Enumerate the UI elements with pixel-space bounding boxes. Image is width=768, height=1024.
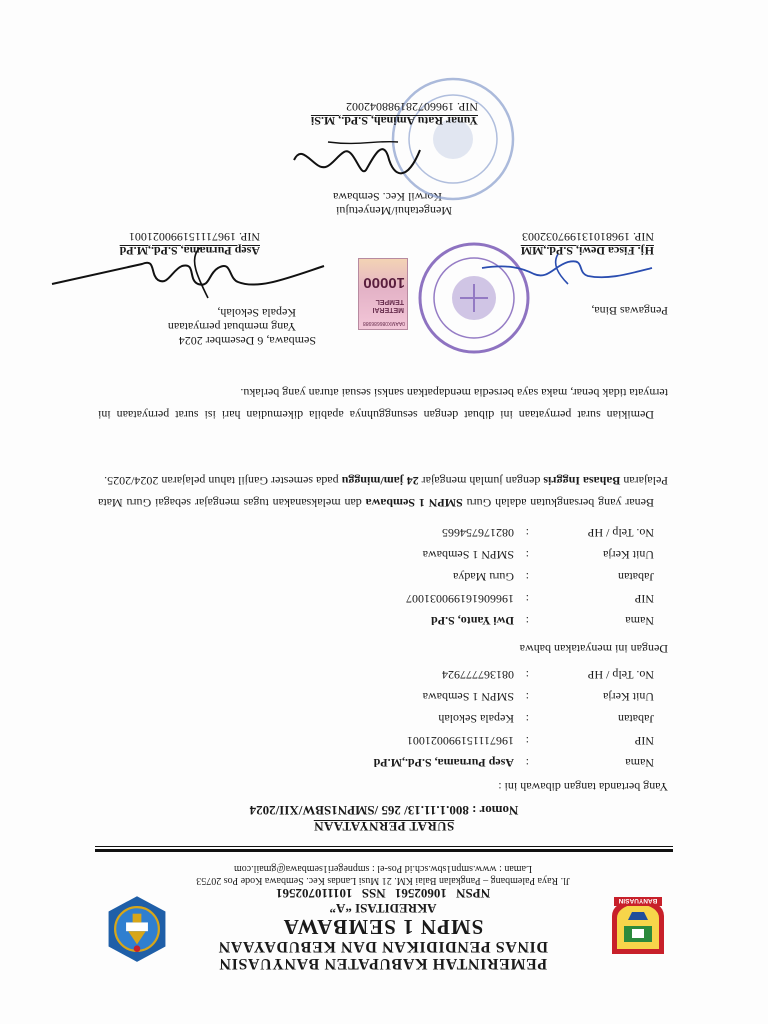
korwil-handwritten-signature [288,130,428,190]
korwil-nip: NIP. 196607281988042002 [345,100,478,114]
kop-line-address: Jl. Raya Palembang – Pangkalan Balai KM. 21 Musi Landas Kec. Sembawa Kode Pos 20753 [196,875,570,886]
meterai-value: 10000 [363,274,405,291]
principal-name-block [20,230,260,258]
field-value: 081367777924 [442,668,514,682]
korwil-role-2: Korwil Kec. Sembawa [333,190,442,204]
field-label: Jabatan [618,570,654,584]
statement-hours: 24 jam/minggu [341,474,419,488]
supervisor-role: Pengawas Bina, [591,304,668,318]
field-colon: : [525,548,529,562]
letterhead-divider-thick [95,849,673,852]
field-colon: : [525,712,529,726]
field-value: 196606161990031007 [406,592,514,606]
kop-line-school: SMPN 1 SEMBAWA [282,915,484,939]
field-value: SMPN 1 Sembawa [422,690,514,704]
meterai-code: 0AAMX086686988 [363,320,405,326]
field-colon: : [525,570,529,584]
field-label: NIP [634,592,654,606]
field-colon: : [525,592,529,606]
field-value: Asep Purnama, S.Pd.,M.Pd [373,756,514,770]
field-colon: : [525,756,529,770]
intro-text: Yang bertanda tangan dibawah ini : [498,780,668,794]
field-value: SMPN 1 Sembawa [422,548,514,562]
closing-paragraph [98,382,668,426]
korwil-role-1: Mengetahui/Menyetujui [336,204,452,218]
field-value: 082176754665 [442,526,514,540]
meterai-stamp [358,258,408,330]
field-value: Guru Madya [453,570,514,584]
signer-role-2: Kepala Sekolah, [217,306,296,320]
field-label: Unit Kerja [603,548,654,562]
kop-line-agency: DINAS PENDIDIKAN DAN KEBUDAYAAN [218,938,548,955]
letterhead-divider-thin [95,846,673,847]
field-value: Dwi Yanto, S.Pd [431,614,514,628]
field-label: Nama [625,614,654,628]
korwil-name: Yunar Ratu Aminah, S.Pd., M.Si [310,114,478,128]
korwil-name-block [218,100,478,128]
kop-line-accreditation: AKREDITASI “A” [329,901,437,916]
field-colon: : [525,668,529,682]
statement-text-2: dan melaksanakan tugas mengajar sebagai Guru Mata Pelajaran [98,474,668,510]
statement-paragraph [98,470,668,514]
kop-line-npsn: NPSN 10602561 NSS 101110702561 [275,886,491,901]
statement-school: SMPN 1 Sembawa [365,496,463,510]
field-label: Nama [625,756,654,770]
meterai-label: METERAI TEMPEL [372,298,404,313]
field-label: NIP [634,734,654,748]
kop-line-government: PEMERINTAH KABUPATEN BANYUASIN [218,955,548,972]
principal-nip: NIP. 196711151990021001 [128,230,260,244]
field-label: No. Telp / HP [587,668,654,682]
field-colon: : [525,614,529,628]
supervisor-name-block [434,230,654,258]
field-colon: : [525,734,529,748]
statement-text-1: Benar yang bersangkutan adalah Guru [462,496,654,510]
logo-ribbon-text: BANYUASIN [618,897,658,904]
field-label: Jabatan [618,712,654,726]
field-value: Kepala Sekolah [438,712,514,726]
letterhead [138,862,628,972]
letter-title: SURAT PERNYATAAN [313,819,455,834]
statement-text-4: pada semester Ganjil tahun pelajaran 2024/2025. [104,474,342,488]
field-label: Unit Kerja [603,690,654,704]
declare-text: Dengan ini menyatakan bahwa [519,642,668,656]
letter-number: Nomor : 800.1.11.13/ 265 /SMPN1SBW/XII/2024 [249,803,519,818]
supervisor-signature-block [448,304,668,318]
statement-subject: Bahasa Inggris [543,474,621,488]
signer-role-1: Yang membuat pernyataan [167,320,296,334]
statement-text-3: dengan jumlah mengajar [418,474,544,488]
kop-line-contact: Laman : www.smpn1sbw.sch.id Pos-el : smpnegeri1sembawa@gmail.com [233,863,533,874]
field-value: 196711151990021001 [406,734,514,748]
supervisor-nip: NIP. 196810131997032003 [521,230,654,244]
supervisor-name: Hj. Fisca Dewi, S.Pd.,MM [520,244,654,258]
field-colon: : [525,526,529,540]
closing-text: Demikian surat pernyataan ini dibuat dengan sesungguhnya apabila dikemudian hari isi surat pernyataan ini ternyata tidak benar, maka saya bersedia mendapatkan sanksi sesuai aturan yang berlaku. [98,386,668,422]
principal-name: Asep Purnama, S.Pd.,M.Pd [119,244,260,258]
field-label: No. Telp / HP [587,526,654,540]
field-colon: : [525,690,529,704]
place-date: Sembawa, 6 Desember 2024 [178,334,316,348]
